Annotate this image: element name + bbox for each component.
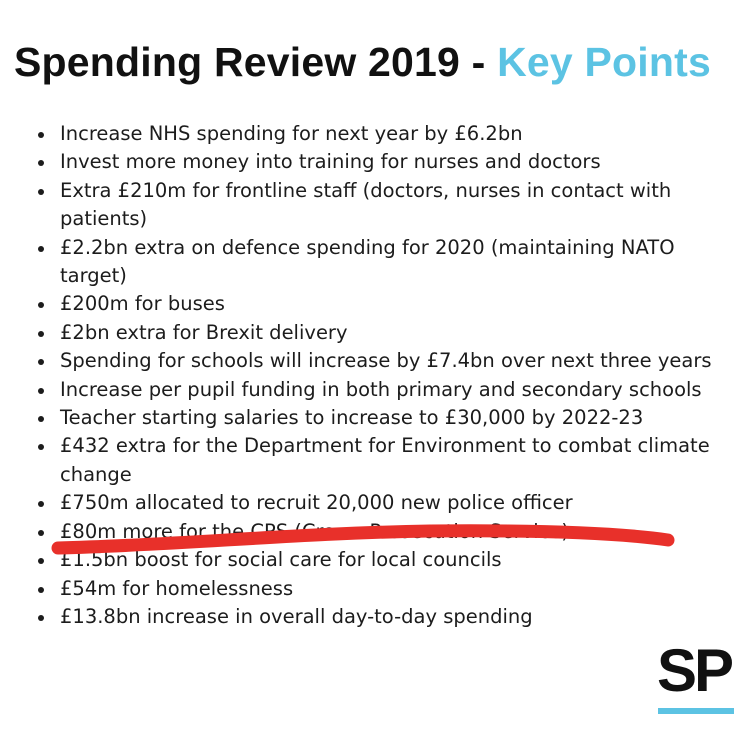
list-item: £54m for homelessness: [34, 575, 724, 603]
list-item: £13.8bn increase in overall day-to-day spending: [34, 603, 724, 631]
list-item: £750m allocated to recruit 20,000 new police officer: [34, 489, 724, 517]
logo-text: SP: [656, 637, 732, 704]
list-item: Teacher starting salaries to increase to £30,000 by 2022-23: [34, 404, 724, 432]
list-item: £432 extra for the Department for Environment to combat climate change: [34, 432, 724, 489]
list-item: Spending for schools will increase by £7.4bn over next three years: [34, 347, 724, 375]
list-item: £2.2bn extra on defence spending for 2020 (maintaining NATO target): [34, 234, 724, 291]
title-main: Spending Review 2019 -: [14, 39, 486, 85]
list-item: Extra £210m for frontline staff (doctors, nurses in contact with patients): [34, 177, 724, 234]
list-item: Increase per pupil funding in both primary and secondary schools: [34, 376, 724, 404]
logo-underline: [658, 708, 734, 714]
sp-logo: [648, 637, 740, 716]
title-accent: Key Points: [497, 39, 711, 85]
list-item: £2bn extra for Brexit delivery: [34, 319, 724, 347]
list-item: £1.5bn boost for social care for local councils: [34, 546, 724, 574]
page-title: [14, 38, 711, 86]
list-item: £80m more for the CPS (Crown Prosecution Service): [34, 518, 724, 546]
list-item: £200m for buses: [34, 290, 724, 318]
key-points-list: [34, 120, 724, 631]
list-item: Invest more money into training for nurses and doctors: [34, 148, 724, 176]
list-item: Increase NHS spending for next year by £6.2bn: [34, 120, 724, 148]
